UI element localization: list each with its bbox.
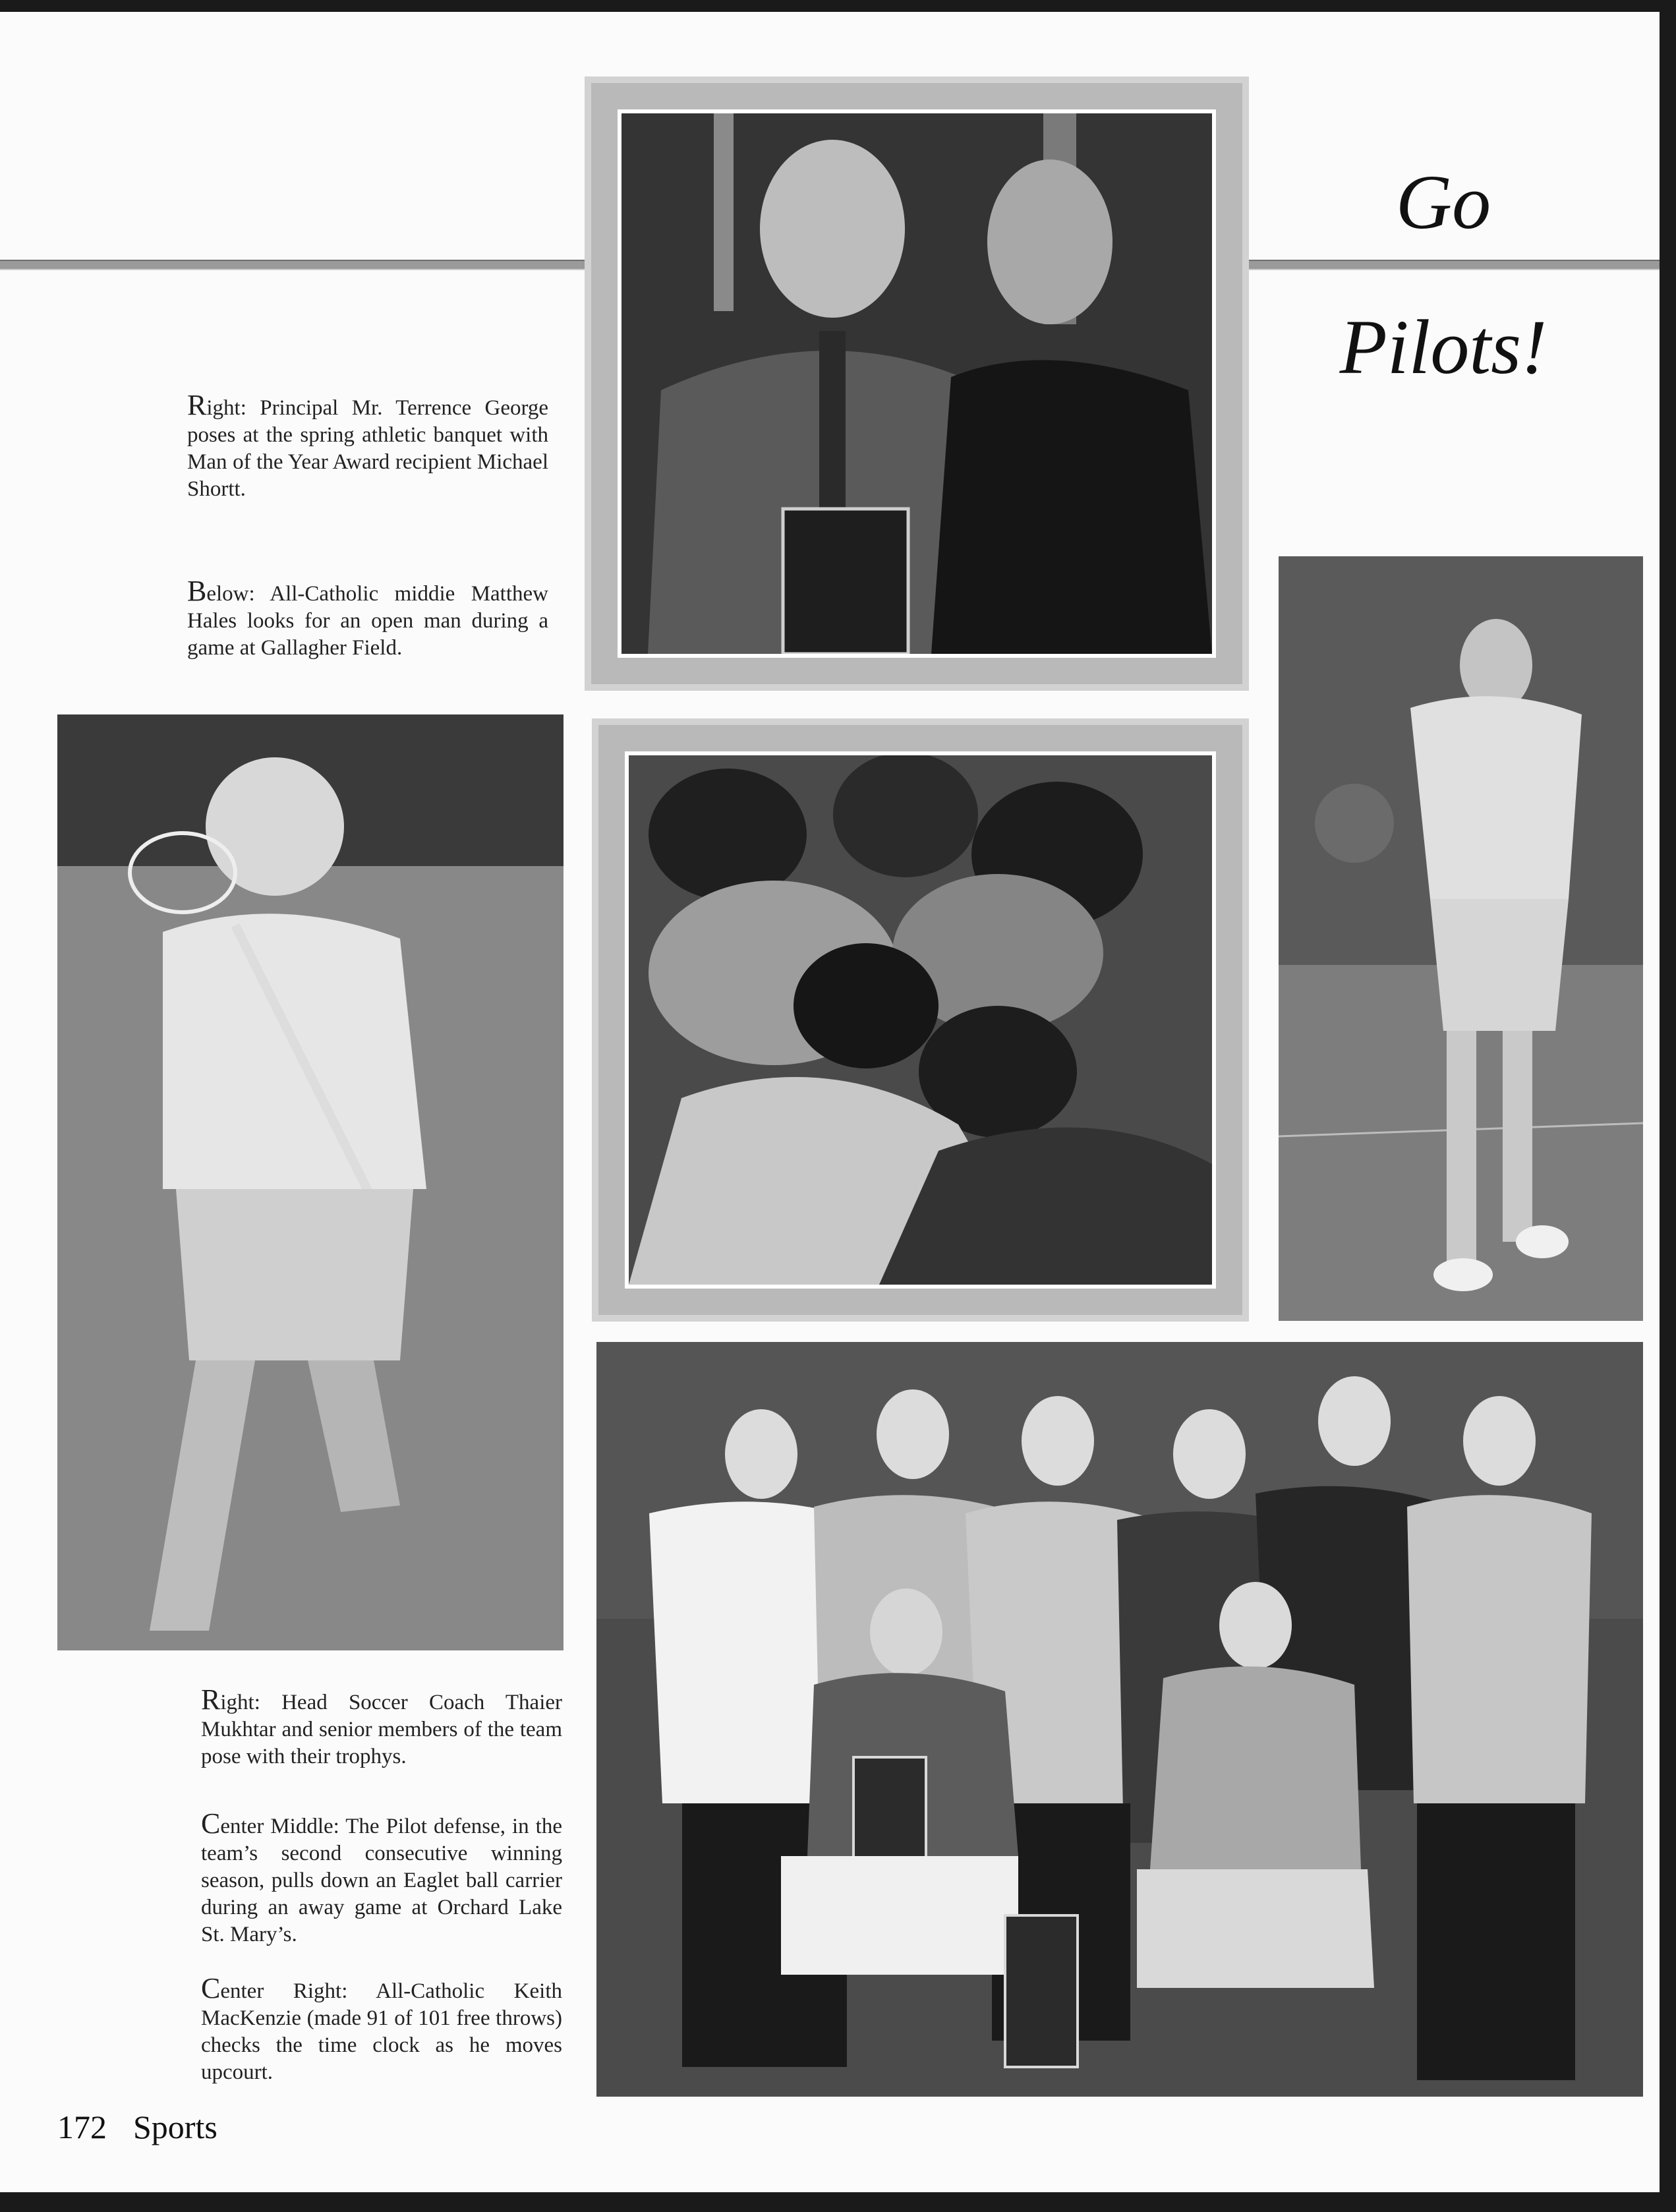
caption-text: elow: All-Catholic middie Matthew Hales looks for an open man during a game at Gallagher Field. — [187, 582, 548, 660]
page-heading-line1: Go — [1395, 159, 1491, 245]
page-footer — [57, 2108, 244, 2146]
lacrosse-photo — [57, 714, 563, 1650]
caption-lacrosse — [187, 577, 548, 662]
caption-football — [201, 1807, 562, 1948]
football-photo-frame — [592, 718, 1249, 1322]
caption-lead-letter: R — [201, 1683, 221, 1716]
caption-lead-letter: C — [201, 1972, 221, 2004]
page-number: 172 — [57, 2109, 107, 2145]
caption-text: ight: Head Soccer Coach Thaier Mukhtar and senior members of the team pose with their trophys. — [201, 1691, 562, 1768]
caption-lead-letter: B — [187, 575, 207, 607]
right-rule — [1249, 260, 1660, 270]
left-rule — [0, 260, 587, 270]
caption-basketball — [201, 1972, 562, 2086]
yearbook-page — [0, 12, 1660, 2192]
caption-lead-letter: R — [187, 389, 207, 421]
caption-text: enter Right: All-Catholic Keith MacKenzie (made 91 of 101 free throws) checks the time clock as he moves upcourt. — [201, 1979, 562, 2084]
banquet-photo-frame — [585, 76, 1249, 691]
football-photo — [629, 755, 1212, 1285]
caption-lead-letter: C — [201, 1807, 221, 1840]
banquet-photo — [621, 113, 1212, 654]
caption-text: ight: Principal Mr. Terrence George poses at the spring athletic banquet with Man of the Year Award recipient Michael Shortt. — [187, 396, 548, 501]
caption-text: enter Middle: The Pilot defense, in the team’s second consecutive winning season, pulls down an Eaglet ball carrier during an away game at Orchard Lake St. Mary’s. — [201, 1815, 562, 1946]
caption-banquet — [187, 389, 548, 503]
caption-soccer — [201, 1683, 562, 1770]
soccer-team-photo — [596, 1342, 1643, 2097]
page-heading-line2: Pilots! — [1339, 304, 1547, 390]
basketball-photo — [1279, 556, 1643, 1321]
section-name: Sports — [133, 2109, 217, 2145]
